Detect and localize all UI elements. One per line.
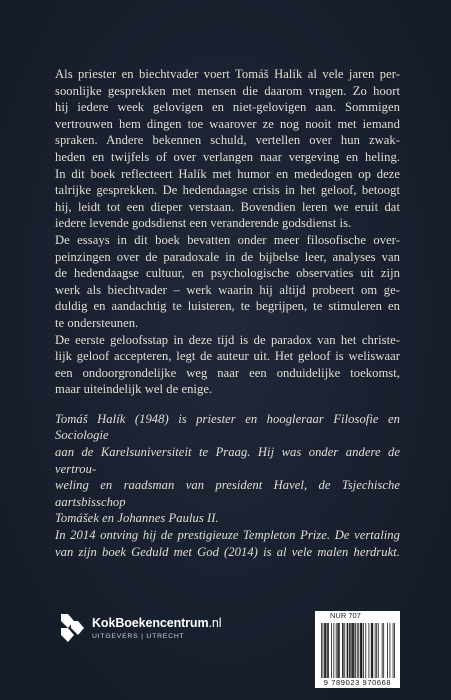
- kokboekencentrum-logo-icon: [58, 612, 86, 644]
- text-line: te ondersteunen.: [55, 315, 139, 330]
- publisher-logo: [58, 612, 278, 644]
- text-line: hij, leidt tot een dieper verstaan. Bovendien leren we eruit dat: [55, 199, 400, 214]
- text-line: spraken. Andere bekennen schuld, vertellen over hun zwak-: [55, 133, 400, 148]
- text-line: soonlijke gesprekken met mensen die daarom vragen. Zo hoort: [55, 83, 400, 98]
- isbn-barcode: [321, 623, 395, 678]
- text-line: peinzingen over de paradoxale in de bijbelse leer, analyses van: [55, 249, 400, 264]
- text-line: van zijn boek Geduld met God (2014) is al vele malen herdrukt.: [55, 544, 400, 559]
- text-line: weling en raadsman van president Havel, de Tsjechische aartsbisschop: [55, 478, 400, 509]
- author-bio-paragraph-1: [55, 411, 400, 527]
- text-line: hij iedere week gelovigen en niet-gelovigen aan. Sommigen: [55, 100, 400, 115]
- description-paragraph-1: [55, 66, 400, 166]
- text-line: De eerste geloofsstap in deze tijd is de paradox van het christe-: [55, 332, 400, 347]
- text-line: In dit boek reflecteert Halík met humor en mededogen op deze: [55, 166, 400, 181]
- isbn-number: 9 789023 970668: [323, 678, 392, 687]
- description-block: [55, 66, 400, 560]
- description-paragraph-4: [55, 332, 400, 398]
- description-paragraph-2: [55, 166, 400, 232]
- text-line: de hedendaagse cultuur, en psychologische observaties uit zijn: [55, 266, 400, 281]
- text-line: lijk geloof accepteren, legt de auteur uit. Het geloof is weliswaar: [55, 349, 400, 364]
- text-line: heden en twijfels of over verlangen naar vergeving en heling.: [55, 149, 400, 164]
- publisher-name: KokBoekencentrum.nl: [92, 616, 222, 630]
- text-line: talrijke gesprekken. De hedendaagse crisis in het geloof, betoogt: [55, 183, 400, 198]
- text-line: Tomáš Halík (1948) is priester en hoogleraar Filosofie en Sociologie: [55, 411, 400, 443]
- text-line: Tomášek en Johannes Paulus II.: [55, 511, 219, 526]
- text-line: In 2014 ontving hij de prestigieuze Templeton Prize. De vertaling: [55, 528, 400, 543]
- text-line: maar uiteindelijk wel de enige.: [55, 382, 213, 397]
- publisher-subtitle: UITGEVERS | UTRECHT: [92, 633, 185, 640]
- text-line: aan de Karelsuniversiteit te Praag. Hij was onder andere de vertrou-: [55, 445, 400, 476]
- text-line: duldig en aandachtig te luisteren, te begrijpen, te stimuleren en: [55, 299, 400, 314]
- author-bio-paragraph-2: [55, 527, 400, 560]
- description-paragraph-3: [55, 232, 400, 332]
- text-line: vertrouwen hem dingen toe waarover ze nog nooit met iemand: [55, 116, 400, 131]
- text-line: iedere levende godsdienst een veranderende godsdienst is.: [55, 216, 352, 231]
- nur-code: NUR 707: [330, 611, 361, 620]
- text-line: Als priester en biechtvader voert Tomáš Halík al vele jaren per-: [55, 67, 400, 81]
- text-line: werk als biechtvader – werk waarin hij altijd probeert om ge-: [55, 282, 400, 297]
- text-line: De essays in dit boek bevatten onder meer filosofische over-: [55, 232, 400, 247]
- text-line: een ondoorgrondelijke weg naar een onduidelijke toekomst,: [55, 365, 400, 380]
